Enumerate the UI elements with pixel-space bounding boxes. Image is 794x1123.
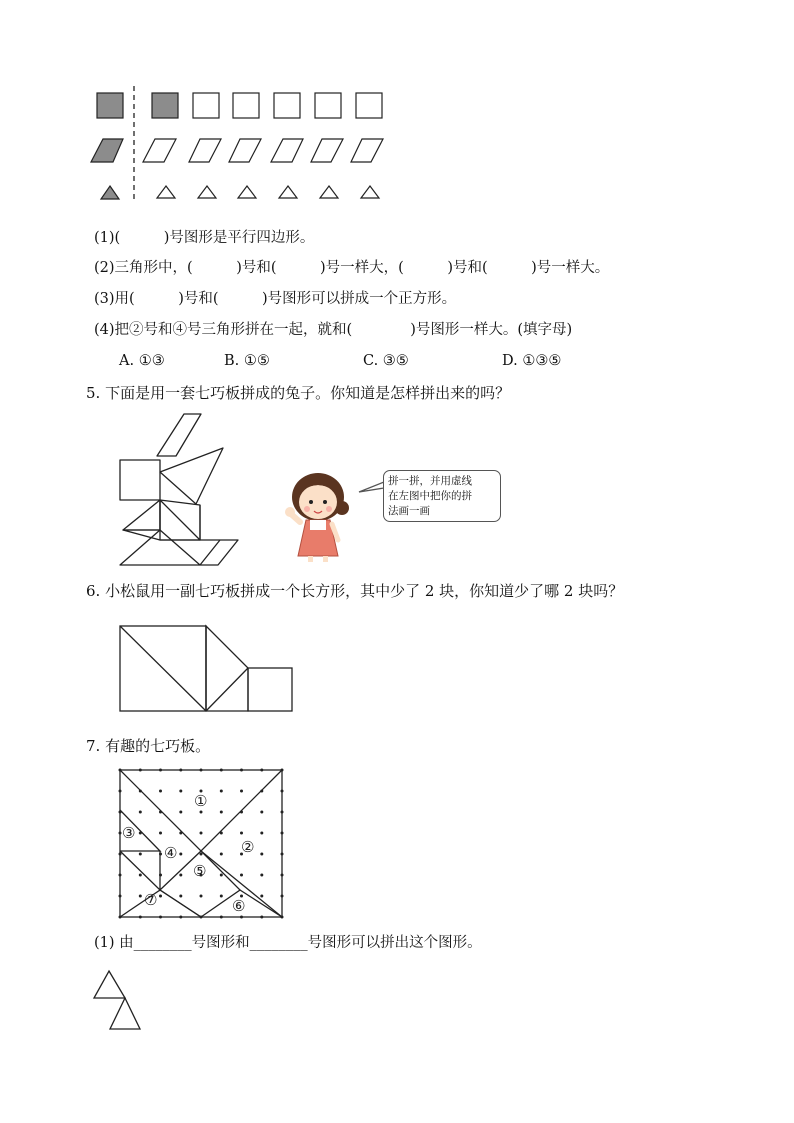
q4-option-d[interactable]: D. ①③⑤ — [502, 353, 562, 369]
q7-sub1: (1) 由________号图形和________号图形可以拼出这个图形。 — [94, 935, 482, 951]
q4-option-b[interactable]: B. ①⑤ — [224, 353, 270, 369]
q6-question: 6. 小松鼠用一副七巧板拼成一个长方形，其中少了 2 块，你知道少了哪 2 块吗？ — [86, 582, 624, 600]
label-2: ② — [241, 838, 255, 856]
q4-option-c[interactable]: C. ③⑤ — [363, 353, 409, 369]
label-1: ① — [194, 792, 208, 810]
q4-sub2: (2)三角形中，( )号和( )号一样大，( )号和( )号一样大。 — [94, 260, 610, 276]
q5-question: 5. 下面是用一套七巧板拼成的兔子。你知道是怎样拼出来的吗？ — [86, 384, 511, 402]
upper-triangle — [94, 971, 125, 998]
bubble-line-1: 拼一拼，并用虚线 — [388, 475, 472, 487]
q7-question: 7. 有趣的七巧板。 — [86, 737, 211, 755]
q4-sub3: (3)用( )号和( )号图形可以拼成一个正方形。 — [94, 291, 457, 307]
lower-triangle — [110, 998, 140, 1029]
q4-sub1: (1)( )号图形是平行四边形。 — [94, 230, 315, 246]
q4-option-a[interactable]: A. ①③ — [119, 353, 165, 369]
label-7: ⑦ — [144, 891, 158, 909]
q4-sub4: (4)把②号和④号三角形拼在一起，就和( )号图形一样大。(填字母) — [94, 322, 573, 338]
label-6: ⑥ — [232, 897, 246, 915]
bubble-line-2: 在左图中把你的拼 — [388, 490, 472, 502]
label-3: ③ — [122, 824, 136, 842]
bubble-line-3: 法画一画 — [388, 505, 430, 517]
label-4: ④ — [164, 844, 178, 862]
label-5: ⑤ — [193, 862, 207, 880]
